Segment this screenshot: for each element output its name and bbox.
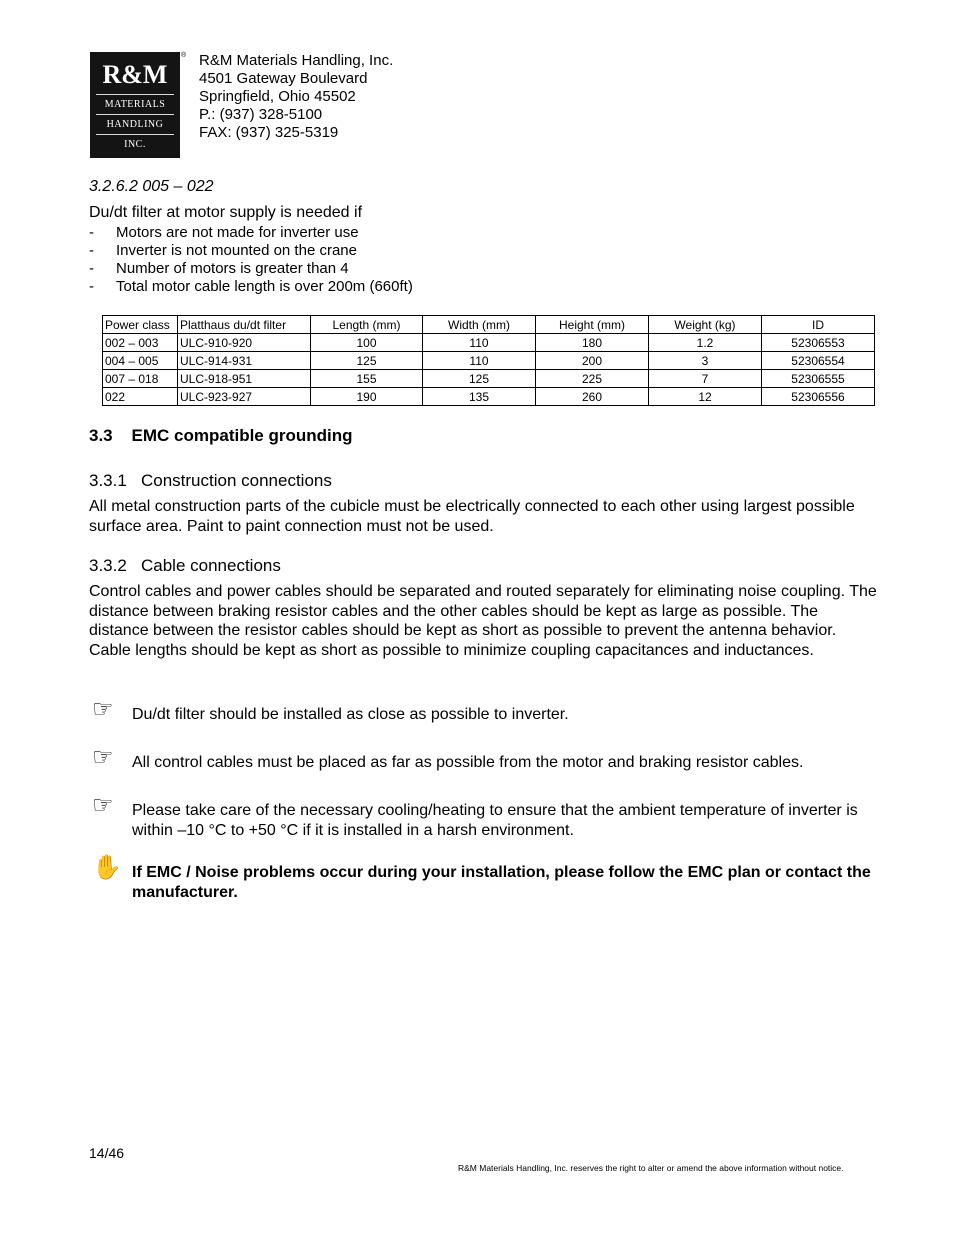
note-text: All control cables must be placed as far as possible from the motor and braking resistor cables. [132, 754, 804, 771]
column-header: Weight (kg) [649, 316, 762, 334]
column-header: ID [762, 316, 875, 334]
pointing-hand-icon: ☞ [92, 695, 114, 723]
address-line: Springfield, Ohio 45502 [199, 88, 356, 105]
column-header: Length (mm) [311, 316, 423, 334]
section-paragraph-331: All metal construction parts of the cubicle must be electrically connected to each other using largest possible surface area. Paint to paint connection must not be used. [89, 498, 855, 535]
note-text: Please take care of the necessary cooling/heating to ensure that the ambient temperature of inverter is within –10 °C to +50 °C if it is installed in a harsh environment. [132, 802, 858, 839]
column-header: Width (mm) [423, 316, 536, 334]
address-line: FAX: (937) 325-5319 [199, 124, 339, 141]
section-heading-33: 3.3 EMC compatible grounding [89, 426, 353, 445]
column-header: Platthaus du/dt filter [178, 316, 311, 334]
pointing-hand-icon: ☞ [92, 791, 114, 819]
table-header-row [103, 316, 875, 334]
address-line: R&M Materials Handling, Inc. [199, 52, 394, 69]
pointing-hand-icon: ☞ [92, 743, 114, 771]
column-header: Height (mm) [536, 316, 649, 334]
table-row: 022 ULC-923-927 190 135 260 12 52306556 [103, 388, 875, 406]
section-paragraph-332: Control cables and power cables should be separated and routed separately for eliminating noise coupling. The distance between braking resistor cables and the other cables should be kept as large as possible. The distance between the resistor cables should be kept as short as possible to prevent the antenna behavior. Cable lengths should be kept as short as possible to minimize coupling capacitances and inductances. [89, 583, 877, 659]
address-line: 4501 Gateway Boulevard [199, 70, 368, 87]
warning-text: If EMC / Noise problems occur during your installation, please follow the EMC plan or contact the manufacturer. [132, 864, 871, 901]
note-text: Du/dt filter should be installed as close as possible to inverter. [132, 706, 569, 723]
dudt-filter-table [102, 315, 875, 406]
section-heading-332: 3.3.2 Cable connections [89, 556, 281, 575]
section-heading-331: 3.3.1 Construction connections [89, 471, 332, 490]
table-row: 007 – 018 ULC-918-951 155 125 225 7 52306555 [103, 370, 875, 388]
column-header: Power class [103, 316, 178, 334]
company-logo [90, 52, 180, 158]
raised-hand-icon: ✋ [92, 853, 122, 881]
table-row: 002 – 003 ULC-910-920 100 110 180 1.2 52306553 [103, 334, 875, 352]
section-heading-3262: 3.2.6.2 005 – 022 [89, 178, 214, 195]
logo-line-inc: INC. [124, 139, 146, 150]
footer-notice: R&M Materials Handling, Inc. reserves the right to alter or amend the above information without notice. [458, 1163, 844, 1173]
logo-line-materials: MATERIALS [104, 99, 166, 110]
address-line: P.: (937) 328-5100 [199, 106, 323, 123]
logo-mark: R&M [102, 60, 168, 89]
page-number: 14/46 [89, 1145, 125, 1161]
table-row: 004 – 005 ULC-914-931 125 110 200 3 52306554 [103, 352, 875, 370]
logo-line-handling: HANDLING [106, 119, 164, 130]
registered-mark: ® [181, 52, 187, 59]
section-intro: Du/dt filter at motor supply is needed if [89, 204, 363, 221]
company-address [199, 52, 393, 142]
